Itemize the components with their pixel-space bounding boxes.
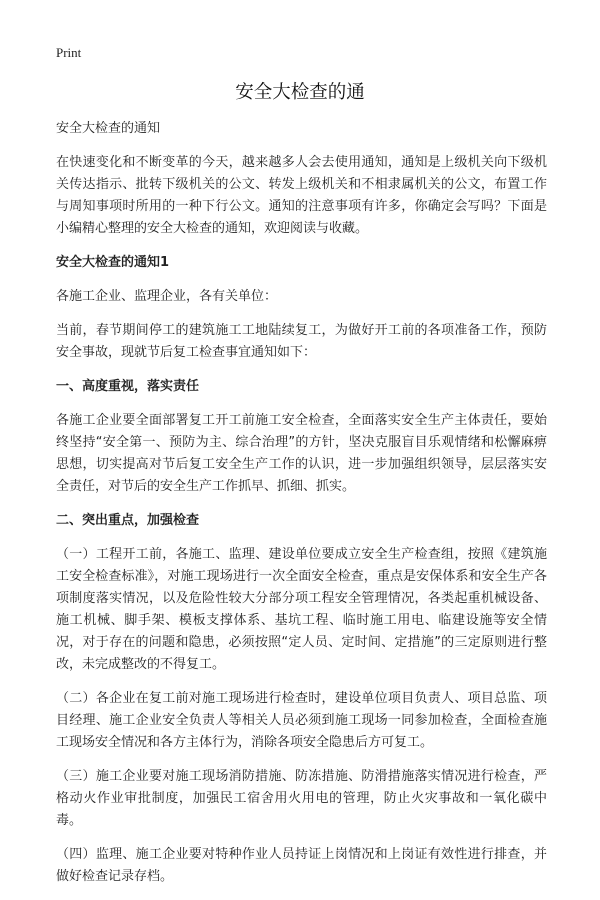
opening-paragraph: 当前，春节期间停工的建筑施工工地陆续复工，为做好开工前的各项准备工作，预防安全事故，现就节后复工检查事宜通知如下： — [56, 323, 547, 360]
intro-paragraph: 在快速变化和不断变革的今天，越来越多人会去使用通知，通知是上级机关向下级机关传达指示、批转下级机关的公文、转发上级机关和不相隶属机关的公文，布置工作与周知事项时所用的一种下行公文。通知的注意事项有许多，你确定会写吗？下面是小编精心整理的安全大检查的通知，欢迎阅读与收藏。 — [56, 155, 547, 236]
list-item-2: （二）各企业在复工前对施工现场进行检查时，建设单位项目负责人、项目总监、项目经理、施工企业安全负责人等相关人员必须到施工现场一同参加检查，全面检查施工现场安全情况和各方主体行为，消除各项安全隐患后方可复工。 — [56, 691, 547, 750]
heading-1: 一、高度重视，落实责任 — [56, 379, 200, 394]
list-item-3: （三）施工企业要对施工现场消防措施、防冻措施、防滑措施落实情况进行检查，严格动火作业审批制度，加强民工宿舍用火用电的管理，防止火灾事故和一氧化碳中毒。 — [56, 769, 547, 828]
list-item-4: （四）监理、施工企业要对特种作业人员持证上岗情况和上岗证有效性进行排查，并做好检查记录存档。 — [56, 847, 547, 884]
salutation: 各施工企业、监理企业，各有关单位： — [56, 289, 278, 304]
page-title: 安全大检查的通 — [235, 82, 365, 103]
heading-2: 二、突出重点，加强检查 — [56, 513, 200, 528]
article-subtitle: 安全大检查的通知 — [56, 121, 161, 136]
paragraph-1: 各施工企业要全面部署复工开工前施工安全检查，全面落实安全生产主体责任，要始终坚持“安全第一、预防为主、综合治理”的方针，坚决克服盲目乐观情绪和松懈麻痹思想，切实提高对节后复工安全生产工作的认识，进一步加强组织领导，层层落实安全责任，对节后的安全生产工作抓早、抓细、抓实。 — [56, 413, 547, 494]
print-link[interactable]: Print — [56, 45, 82, 60]
list-item-1: （一）工程开工前，各施工、监理、建设单位要成立安全生产检查组，按照《建筑施工安全检查标准》，对施工现场进行一次全面安全检查，重点是安保体系和安全生产各项制度落实情况，以及危险性较大分部分项工程安全管理情况，各类起重机械设备、施工机械、脚手架、模板支撑体系、基坑工程、临时施工用电、临建设施等安全情况，对于存在的问题和隐患，必须按照“定人员、定时间、定措施”的三定原则进行整改，未完成整改的不得复工。 — [56, 547, 547, 672]
section-title: 安全大检查的通知1 — [56, 255, 170, 270]
article-body — [56, 118, 547, 900]
